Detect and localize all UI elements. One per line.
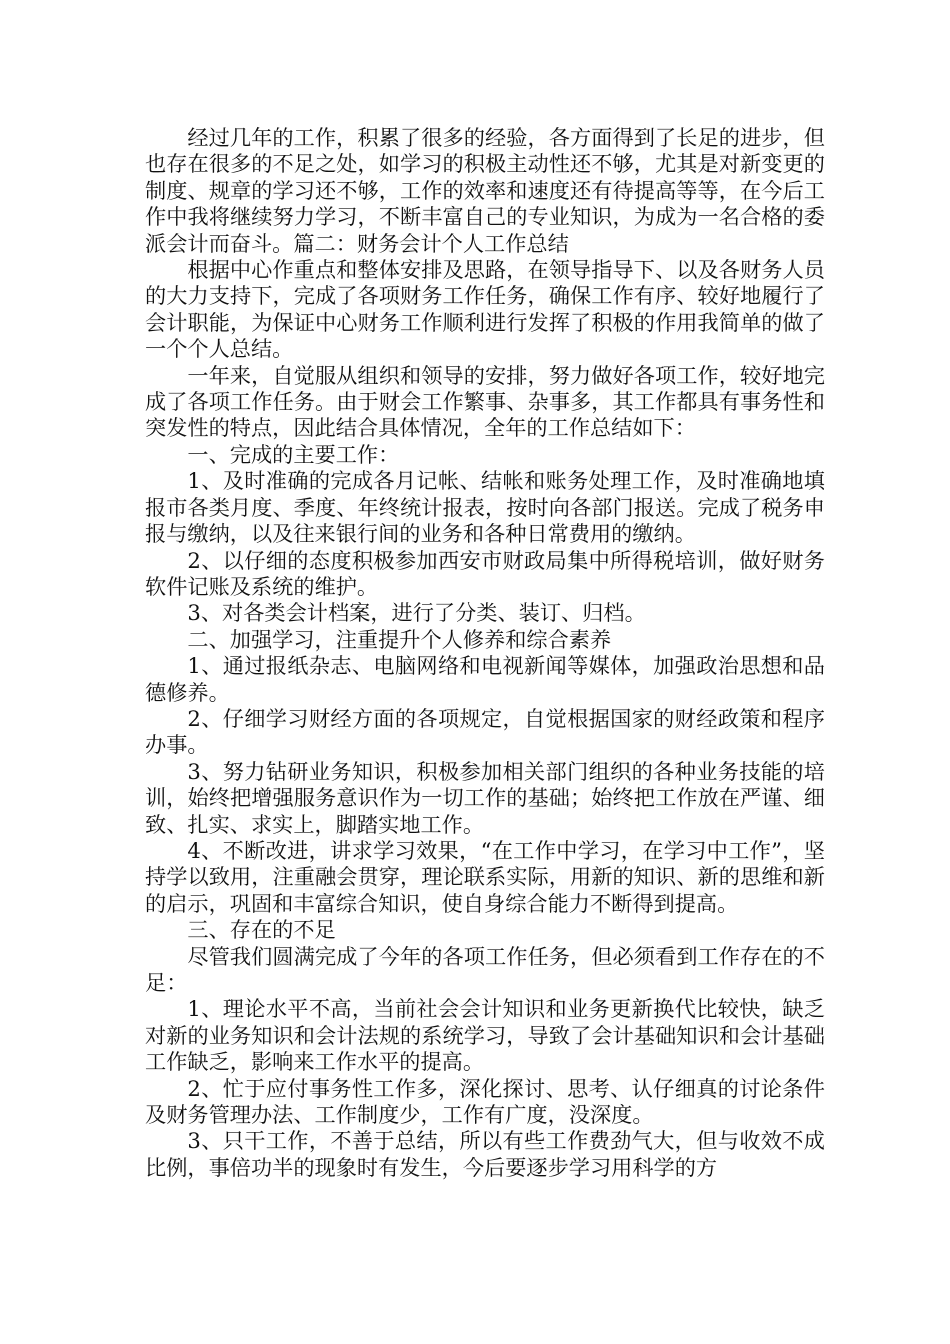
paragraph-1: 经过几年的工作，积累了很多的经验，各方面得到了长足的进步，但也存在很多的不足之处，如学习的积极主动性还不够，尤其是对新变更的制度、规章的学习还不够，工作的效率和速度还有待提高等等，在今后工作中我将继续努力学习，不断丰富自己的专业知识，为成为一名合格的委派会计而奋斗。篇二：财务会计个人工作总结 xyxy=(145,125,825,256)
paragraph-item-2-3: 3、努力钻研业务知识，积极参加相关部门组织的各种业务技能的培训，始终把增强服务意识作为一切工作的基础；始终把工作放在严谨、细致、扎实、求实上，脚踏实地工作。 xyxy=(145,758,825,837)
paragraph-item-2-1: 1、通过报纸杂志、电脑网络和电视新闻等媒体，加强政治思想和品德修养。 xyxy=(145,653,825,705)
section-heading-3: 三、存在的不足 xyxy=(187,917,336,943)
paragraph-item-2-4: 4、不断改进，讲求学习效果，“在工作中学习，在学习中工作”，坚持学以致用，注重融会贯穿，理论联系实际，用新的知识、新的思维和新的启示，巩固和丰富综合知识，使自身综合能力不断得到提高。 xyxy=(145,837,825,916)
paragraph-item-1-1: 1、及时准确的完成各月记帐、结帐和账务处理工作，及时准确地填报市各类月度、季度、年终统计报表，按时向各部门报送。完成了税务申报与缴纳，以及往来银行间的业务和各种日常费用的缴纳。 xyxy=(145,468,825,547)
paragraph-item-3-2: 2、忙于应付事务性工作多，深化探讨、思考、认仔细真的讨论条件及财务管理办法、工作制度少，工作有广度，没深度。 xyxy=(145,1075,825,1128)
document-body xyxy=(145,125,825,1181)
paragraph-intro-3: 尽管我们圆满完成了今年的各项工作任务，但必须看到工作存在的不足： xyxy=(145,943,825,995)
paragraph-item-1-3: 3、对各类会计档案，进行了分类、装订、归档。 xyxy=(187,600,646,626)
paragraph-item-3-3: 3、只干工作，不善于总结，所以有些工作费劲气大，但与收效不成比例，事倍功半的现象时有发生，今后要逐步学习用科学的方 xyxy=(145,1128,825,1180)
paragraph-2: 根据中心作重点和整体安排及思路，在领导指导下、以及各财务人员的大力支持下，完成了各项财务工作任务，确保工作有序、较好地履行了会计职能，为保证中心财务工作顺利进行发挥了积极的作用我简单的做了一个个人总结。 xyxy=(145,257,825,362)
paragraph-3: 一年来，自觉服从组织和领导的安排，努力做好各项工作，较好地完成了各项工作任务。由于财会工作繁事、杂事多，其工作都具有事务性和突发性的特点，因此结合具体情况，全年的工作总结如下： xyxy=(145,362,825,441)
section-heading-2: 二、加强学习，注重提升个人修养和综合素养 xyxy=(187,626,612,652)
section-heading-1: 一、完成的主要工作： xyxy=(187,441,400,467)
paragraph-item-1-2: 2、以仔细的态度积极参加西安市财政局集中所得税培训，做好财务软件记账及系统的维护。 xyxy=(145,547,825,599)
paragraph-item-3-1: 1、理论水平不高，当前社会会计知识和业务更新换代比较快，缺乏对新的业务知识和会计法规的系统学习，导致了会计基础知识和会计基础工作缺乏，影响来工作水平的提高。 xyxy=(145,996,825,1075)
paragraph-item-2-2: 2、仔细学习财经方面的各项规定，自觉根据国家的财经政策和程序办事。 xyxy=(145,705,825,758)
